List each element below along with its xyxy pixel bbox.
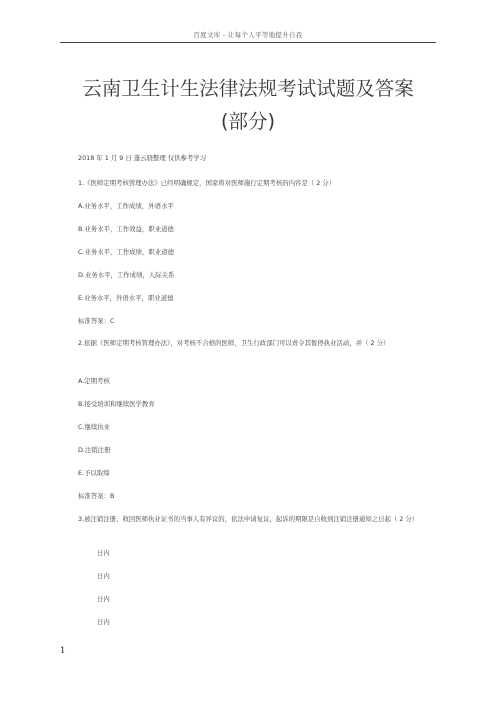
q1-option-a: A.业务水平，工作成绩，外语水平 xyxy=(78,202,174,210)
q2-option-e: E.予以取缔 xyxy=(78,469,110,477)
page-header: 百度文库 - 让每个人平等地提升自我 xyxy=(193,31,303,39)
q2-option-b: B.接受培训和继续医学教育 xyxy=(78,400,155,408)
q1-answer: 标准答案：C xyxy=(78,317,115,325)
q1-option-d: D.业务水平，工作成绩，人际关系 xyxy=(78,271,175,279)
title-line-2: (部分) xyxy=(220,110,276,133)
document-meta: 2018 年 1 月 9 日 蓬云骁整理 仅供参考学习 xyxy=(78,154,207,162)
header-divider xyxy=(60,42,436,43)
q2-answer: 标准答案：B xyxy=(78,492,115,500)
q3-option-3: 日内 xyxy=(97,595,110,603)
q2-option-c: C.继续执业 xyxy=(78,423,111,431)
title-line-1: 云南卫生计生法律法规考试试题及答案 xyxy=(82,77,414,100)
q3-option-2: 日内 xyxy=(97,572,110,580)
q3-option-4: 日内 xyxy=(97,618,110,626)
question-3: 3.被注销注册、收回医师执业证书的当事人有异议的，依法申请复议，起诉的期限是自收到注销注册通知之日起（ 2 分） xyxy=(78,515,419,523)
question-2: 2.依据《医师定期考核管理办法》，对考核不合格的医师，卫生行政部门可以责令其暂停执业活动，并（ 2 分） xyxy=(78,339,390,347)
q3-option-1: 日内 xyxy=(97,549,110,557)
q2-option-a: A.定期考核 xyxy=(78,377,110,385)
q1-option-b: B.业务水平，工作效益，职业道德 xyxy=(78,225,174,233)
page-number: 1 xyxy=(60,646,66,656)
question-1: 1.《医师定期考核管理办法》已经明确规定，国家将对医师施行定期考核的内容是（ 2 分） xyxy=(78,179,336,187)
document-title xyxy=(0,72,496,138)
q2-option-d: D.注销注册 xyxy=(78,446,111,454)
q1-option-e: E.业务水平，外语水平，职业道德 xyxy=(78,294,174,302)
q1-option-c: C.业务水平，工作成绩，职业道德 xyxy=(78,248,174,256)
